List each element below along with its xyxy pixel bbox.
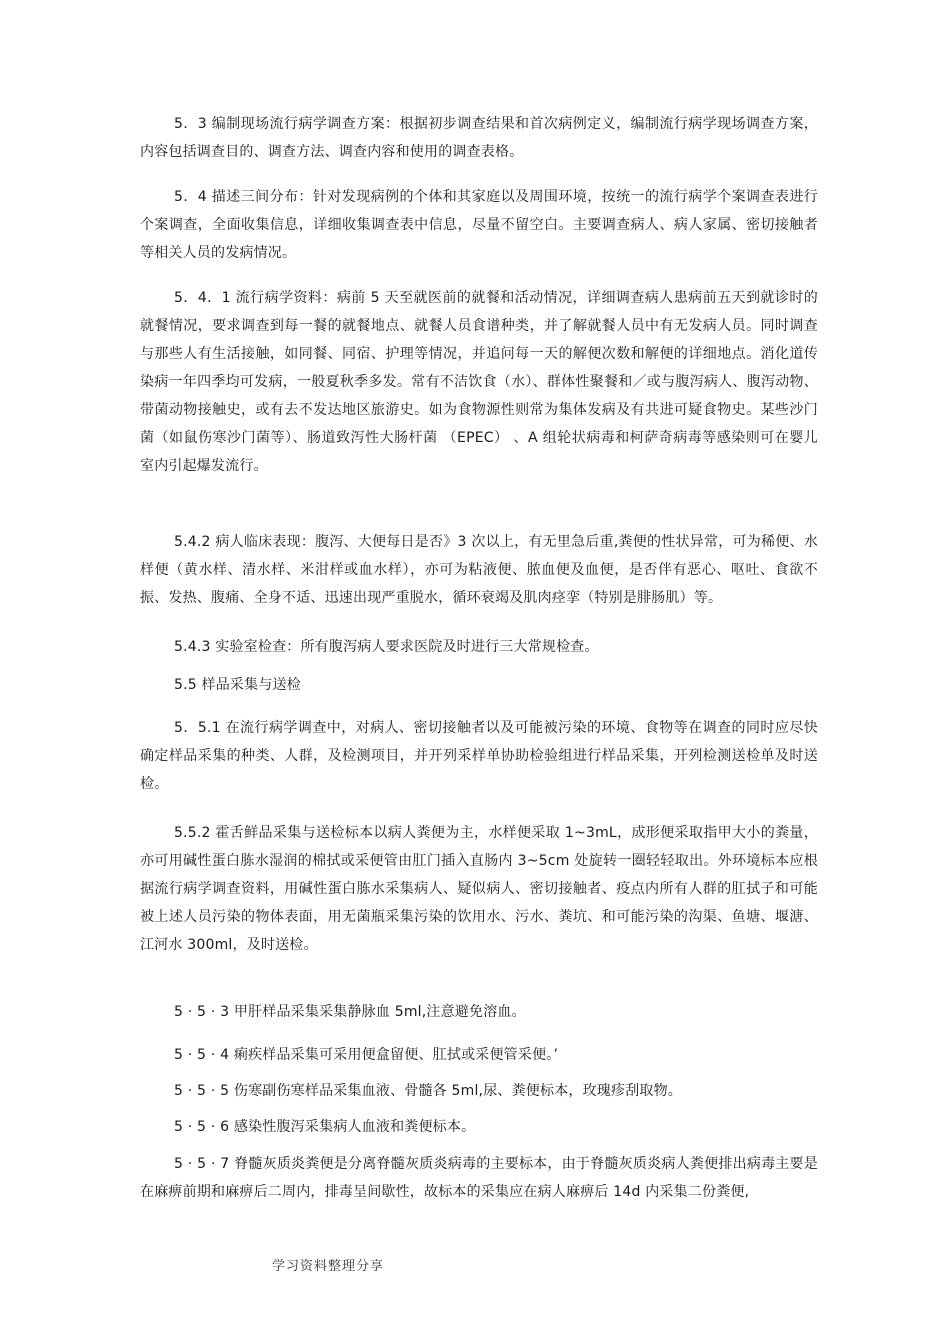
paragraph-5-5-4: 5 · 5 · 4 痢疾样品采集可采用便盒留便、肛拭或采便管采便。’ — [174, 1047, 559, 1063]
section-heading-5-5: 5.5 样品采集与送检 — [174, 677, 301, 693]
paragraph-5-5-3: 5 · 5 · 3 甲肝样品采集采集静脉血 5ml,注意避免溶血。 — [174, 1004, 526, 1020]
paragraph-5-5-2: 5.5.2 霍舌鲜品采集与送检标本以病人粪便为主，水样便采取 1~3mL，成形便采取指甲大小的粪量，亦可用碱性蛋白胨水湿润的棉拭或采便管由肛门插入直肠内 3~5cm 处旋转一圈轻轻取出。外环境标本应根据流行病学调查资料，用碱性蛋白胨水采集病人、疑似病人、密切接触者、疫点内所有人群的肛拭子和可能被上述人员污染的物体表面，用无菌瓶采集污染的饮用水、污水、粪坑、和可能污染的沟渠、鱼塘、堰溏、江河水 300ml，及时送检。 — [140, 825, 818, 953]
paragraph-5-4-2: 5.4.2 病人临床表现：腹泻、大便每日是否》3 次以上，有无里急后重,粪便的性状异常，可为稀便、水样便（黄水样、清水样、米泔样或血水样），亦可为粘液便、脓血便及血便，是否伴有恶心、呕吐、食欲不振、发热、腹痛、全身不适、迅速出现严重脱水，循环衰竭及肌肉痉挛（特别是腓肠肌）等。 — [140, 534, 818, 606]
paragraph-5-5-6: 5 · 5 · 6 感染性腹泻采集病人血液和粪便标本。 — [174, 1119, 476, 1135]
paragraph-5-4-3: 5.4.3 实验室检查：所有腹泻病人要求医院及时进行三大常规检查。 — [174, 639, 599, 655]
page-footer: 学习资料整理分享 — [272, 1259, 385, 1274]
paragraph-5-4: 5．4 描述三间分布：针对发现病例的个体和其家庭以及周围环境，按统一的流行病学个案调查表进行个案调查，全面收集信息，详细收集调查表中信息，尽量不留空白。主要调查病人、病人家属、密切接触者等相关人员的发病情况。 — [140, 189, 818, 261]
paragraph-5-5-1: 5．5.1 在流行病学调查中，对病人、密切接触者以及可能被污染的环境、食物等在调查的同时应尽快确定样品采集的种类、人群，及检测项目，并开列采样单协助检验组进行样品采集，开列检测送检单及时送检。 — [140, 720, 818, 792]
paragraph-5-5-7: 5 · 5 · 7 脊髓灰质炎粪便是分离脊髓灰质炎病毒的主要标本，由于脊髓灰质炎病人粪便排出病毒主要是在麻痹前期和麻痹后二周内，排毒呈间歇性，故标本的采集应在病人麻痹后 14d 内采集二份粪便, — [140, 1156, 818, 1200]
paragraph-5-3: 5．3 编制现场流行病学调查方案：根据初步调查结果和首次病例定义，编制流行病学现场调查方案，内容包括调查目的、调查方法、调查内容和使用的调查表格。 — [140, 116, 818, 160]
paragraph-5-4-1: 5．4．1 流行病学资料：病前 5 天至就医前的就餐和活动情况，详细调查病人患病前五天到就诊时的就餐情况，要求调查到每一餐的就餐地点、就餐人员食谱种类，并了解就餐人员中有无发病人员。同时调查与那些人有生活接触，如同餐、同宿、护理等情况，并追问每一天的解便次数和解便的详细地点。消化道传染病一年四季均可发病，一般夏秋季多发。常有不洁饮食（水）、群体性聚餐和／或与腹泻病人、腹泻动物、带菌动物接触史，或有去不发达地区旅游史。如为食物源性则常为集体发病及有共进可疑食物史。某些沙门菌（如鼠伤寒沙门菌等）、肠道致泻性大肠杆菌 （EPEC） 、A 组轮状病毒和柯萨奇病毒等感染则可在婴儿室内引起爆发流行。 — [140, 290, 818, 474]
paragraph-5-5-5: 5 · 5 · 5 伤寒副伤寒样品采集血液、骨髓各 5ml,尿、粪便标本，玫瑰疹刮取物。 — [174, 1083, 683, 1099]
